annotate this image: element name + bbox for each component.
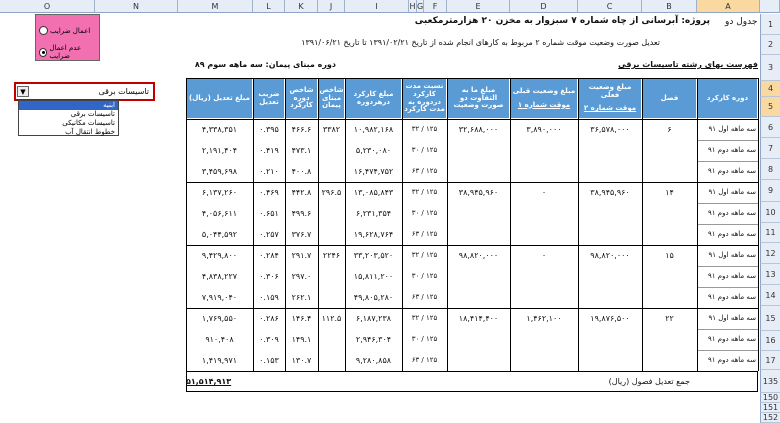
column-border <box>253 78 254 371</box>
column-header-f[interactable]: F <box>424 0 447 13</box>
cell-coef: ۰.۲۵۷ <box>259 230 279 239</box>
cell-work: ۹,۲۸۰,۸۵۸ <box>355 356 392 365</box>
row-header-17[interactable]: 17 <box>760 351 780 370</box>
row-separator <box>697 203 758 204</box>
column-border <box>285 78 286 371</box>
cell-ratio: ۶۳ / ۱۲۵ <box>411 167 438 175</box>
column-border <box>578 78 579 371</box>
header-coef <box>253 78 285 119</box>
cell-ratio: ۳۲ / ۱۲۵ <box>411 125 438 133</box>
header-text: مبلغ تعدیل (ریال) <box>189 93 250 102</box>
cell-work: ۱۳,۰۸۵,۸۴۳ <box>353 188 394 197</box>
column-border <box>447 78 448 371</box>
cell-work: ۶,۱۸۷,۲۳۸ <box>355 314 392 323</box>
column-header-b[interactable]: B <box>642 0 697 13</box>
cell-adj: ۵,۰۴۴,۵۹۲ <box>201 230 238 239</box>
cell-ratio: ۶۳ / ۱۲۵ <box>411 356 438 364</box>
header-prev <box>510 78 578 119</box>
column-header-m[interactable]: M <box>178 0 253 13</box>
cell-period-index: ۲۶۲.۱ <box>291 293 312 302</box>
row-header-8[interactable]: 8 <box>760 159 780 180</box>
table-top-border <box>186 78 758 79</box>
header-base-index <box>318 78 345 119</box>
row-header-2[interactable]: 2 <box>760 35 780 55</box>
row-header-5[interactable]: 5 <box>760 97 780 117</box>
column-border <box>697 78 698 371</box>
cell-period-index: ۳۷۶.۷ <box>291 230 312 239</box>
cell-period: سه ماهه دوم ۹۱ <box>708 335 756 343</box>
cell-ratio: ۳۲ / ۱۲۵ <box>411 314 438 322</box>
cell-work: ۳۳,۲۰۳,۵۲۰ <box>353 251 394 260</box>
cell-coef: ۰.۲۱۰ <box>259 167 279 176</box>
header-text: شاخص دوره کارکرد <box>289 85 314 110</box>
cell-coef: ۰.۴۱۹ <box>259 146 279 155</box>
radio-button-selected[interactable] <box>39 48 47 57</box>
cell-work: ۱۹,۶۲۸,۷۶۴ <box>353 230 394 239</box>
column-header-k[interactable]: K <box>285 0 318 13</box>
cell-work: ۱۰,۹۸۲,۱۶۸ <box>353 125 394 134</box>
column-border <box>318 78 319 371</box>
cell-period-index: ۲۹۷.۰ <box>291 272 312 281</box>
cell-period: سه ماهه اول ۹۱ <box>708 125 756 133</box>
column-header-i[interactable]: I <box>345 0 409 13</box>
column-header-n[interactable]: N <box>95 0 178 13</box>
cell-ratio: ۳۰ / ۱۲۵ <box>411 146 438 154</box>
cell-adj: ۲,۱۹۱,۴۰۴ <box>201 146 238 155</box>
cell-chapter: ۶ <box>667 125 672 134</box>
column-border <box>642 78 643 371</box>
cell-chapter: ۱۴ <box>665 188 674 197</box>
cell-prev: ۳,۸۹۰,۰۰۰ <box>526 125 562 134</box>
cell-adj: ۹,۴۲۹,۸۰۰ <box>201 251 238 260</box>
base-period: دوره مبنای پیمان: سه ماهه سوم ۸۹ <box>194 60 336 69</box>
column-header-a[interactable]: A <box>697 0 760 13</box>
cell-current: ۳۶,۵۷۸,۰۰۰ <box>590 125 630 134</box>
cell-period-index: ۴۰۰.۸ <box>291 167 312 176</box>
cell-prev: ۰ <box>541 188 547 197</box>
radio-button[interactable] <box>39 26 48 35</box>
cell-prev: ۱,۴۶۲,۱۰۰ <box>526 314 562 323</box>
row-separator <box>697 329 758 330</box>
cell-ratio: ۳۰ / ۱۲۵ <box>411 335 438 343</box>
row-header-11[interactable]: 11 <box>760 223 780 243</box>
cell-ratio: ۳۲ / ۱۲۵ <box>411 251 438 259</box>
cell-diff: ۱۸,۴۱۴,۴۰۰ <box>458 314 499 323</box>
cell-period-index: ۴۹۹.۶ <box>291 209 312 218</box>
page-subtitle: تعدیل صورت وضعیت موقت شماره ۲ مربوط به کارهای انجام شده از تاریخ ۱۳۹۱/۰۲/۲۱ تا تاریخ ۱۳۹۱/۰۶/۲۱ <box>301 38 660 47</box>
cell-diff: ۳۲,۶۸۸,۰۰۰ <box>458 125 499 134</box>
cell-adj: ۴,۳۳۸,۳۵۱ <box>201 125 238 134</box>
cell-period-index: ۱۴۹.۱ <box>291 335 312 344</box>
header-period-index <box>285 78 318 119</box>
header-text: دوره کارکرد <box>706 93 749 102</box>
header-text: مبلغ ما به التفاوت دو صورت وضعیت <box>453 85 504 110</box>
cell-current: ۱۹,۸۷۶,۵۰۰ <box>590 314 630 323</box>
page-title: پروژه: آبرسانی از چاه شماره ۷ سبزوار به مخزن ۲۰ هزارمترمکعبی <box>414 16 710 26</box>
cell-coef: ۰.۲۸۴ <box>259 251 279 260</box>
cell-period: سه ماهه اول ۹۱ <box>708 188 756 196</box>
column-header-c[interactable]: C <box>578 0 642 13</box>
cell-period: سه ماهه اول ۹۱ <box>708 314 756 322</box>
cell-coef: ۰.۳۰۶ <box>259 272 279 281</box>
row-header-151[interactable]: 151 <box>760 403 780 413</box>
radio-no-coef[interactable]: عدم اعمال ضرایب <box>39 44 99 60</box>
group-border <box>186 245 758 246</box>
coefficient-option-box <box>35 14 100 61</box>
select-all-corner[interactable] <box>760 0 780 13</box>
dropdown-option[interactable]: خطوط انتقال آب <box>65 128 115 136</box>
row-header-152[interactable]: 152 <box>760 413 780 423</box>
cell-work: ۱۶,۴۷۴,۷۵۲ <box>353 167 394 176</box>
row-header-1[interactable]: 1 <box>760 14 780 35</box>
dropdown-value: تاسیسات برقی <box>98 87 149 96</box>
row-separator <box>697 161 758 162</box>
row-separator <box>697 224 758 225</box>
row-header-15[interactable]: 15 <box>760 306 780 331</box>
column-header-h[interactable]: H <box>409 2 416 11</box>
radio-apply-coef[interactable]: اعمال ضرایب <box>39 26 90 35</box>
cell-base-index: ۳۳۸۲ <box>322 125 341 134</box>
cell-coef: ۰.۲۸۶ <box>259 314 279 323</box>
column-header-e[interactable]: E <box>447 0 510 13</box>
column-border <box>402 78 403 371</box>
cell-base-index: ۲۹۶.۵ <box>321 188 342 197</box>
row-header-16[interactable]: 16 <box>760 331 780 351</box>
cell-chapter: ۲۲ <box>665 314 674 323</box>
row-separator <box>697 287 758 288</box>
cell-work: ۴۹,۸۰۵,۲۸۰ <box>353 293 394 302</box>
cell-coef: ۰.۶۵۱ <box>259 209 279 218</box>
cell-adj: ۴,۰۵۶,۶۱۱ <box>201 209 238 218</box>
cell-work: ۲,۹۴۶,۳۰۴ <box>355 335 392 344</box>
row-header-9[interactable]: 9 <box>760 180 780 202</box>
cell-period-index: ۲۹۱.۷ <box>291 251 312 260</box>
cell-period: سه ماهه دوم ۹۱ <box>708 209 756 217</box>
column-header-j[interactable]: J <box>318 0 345 13</box>
column-header-g[interactable]: G <box>417 2 424 11</box>
cell-ratio: ۳۲ / ۱۲۵ <box>411 188 438 196</box>
cell-adj: ۶,۱۳۷,۲۶۰ <box>201 188 238 197</box>
dropdown-option[interactable]: تاسیسات برقی <box>70 110 115 118</box>
cell-ratio: ۶۳ / ۱۲۵ <box>411 293 438 301</box>
header-chapter <box>642 78 697 119</box>
cell-period: سه ماهه اول ۹۱ <box>708 251 756 259</box>
row-header-14[interactable]: 14 <box>760 285 780 306</box>
cell-chapter: ۱۵ <box>665 251 674 260</box>
cell-adj: ۴,۸۳۸,۲۲۷ <box>201 272 238 281</box>
cell-adj: ۷,۹۱۹,۰۴۰ <box>201 293 238 302</box>
header-diff <box>447 78 510 119</box>
cell-period-index: ۴۶۶.۶ <box>291 125 312 134</box>
header-text: مبلغ وضعیت فعلی <box>588 82 632 99</box>
header-ratio <box>402 78 447 119</box>
cell-current: ۳۸,۹۴۵,۹۶۰ <box>590 188 630 197</box>
cell-coef: ۰.۱۵۹ <box>259 293 279 302</box>
header-border <box>186 119 758 120</box>
cell-current: ۹۸,۸۲۰,۰۰۰ <box>590 251 630 260</box>
header-text: شاخص مبنای پیمان <box>319 85 344 110</box>
row-header-3[interactable]: 3 <box>760 55 780 81</box>
row-header-150[interactable]: 150 <box>760 393 780 403</box>
cell-coef: ۰.۱۵۳ <box>259 356 279 365</box>
dropdown-option[interactable]: ابنیه <box>19 101 118 110</box>
cell-coef: ۰.۴۶۹ <box>259 188 279 197</box>
cell-adj: ۱,۴۱۹,۹۷۱ <box>201 356 238 365</box>
row-header-7[interactable]: 7 <box>760 138 780 159</box>
cell-period: سه ماهه دوم ۹۱ <box>708 167 756 175</box>
row-header-4[interactable]: 4 <box>760 81 780 97</box>
dropdown-arrow-button[interactable]: ▼ <box>17 86 29 97</box>
header-text: ضریب تعدیل <box>258 89 280 106</box>
cell-work: ۶,۲۳۱,۳۵۴ <box>355 209 392 218</box>
header-text: فصل <box>660 93 679 102</box>
cell-ratio: ۶۳ / ۱۲۵ <box>411 230 438 238</box>
dropdown-list <box>18 100 119 136</box>
cell-ratio: ۳۰ / ۱۲۵ <box>411 209 438 217</box>
total-value: ۵۱,۵۱۴,۹۱۳ <box>186 377 232 386</box>
cell-adj: ۹۱۰,۴۰۸ <box>205 335 234 344</box>
cell-period-index: ۴۷۳.۱ <box>291 146 312 155</box>
column-border <box>345 78 346 371</box>
row-header-135[interactable]: 135 <box>760 370 780 393</box>
row-separator <box>697 266 758 267</box>
header-current <box>578 78 642 119</box>
column-header-l[interactable]: L <box>253 0 285 13</box>
total-label: جمع تعدیل فصول (ریال) <box>608 377 690 386</box>
row-separator <box>697 140 758 141</box>
cell-base-index: ۱۱۲.۵ <box>321 314 342 323</box>
header-subtext: موقت شماره ۱ <box>517 100 571 109</box>
header-work <box>345 78 402 119</box>
cell-coef: ۰.۳۹۵ <box>259 125 279 134</box>
cell-work: ۵,۲۳۰,۰۸۰ <box>355 146 392 155</box>
row-header-10[interactable]: 10 <box>760 202 780 223</box>
cell-adj: ۳,۴۵۹,۶۹۸ <box>201 167 238 176</box>
cell-period-index: ۱۳۰.۷ <box>291 356 312 365</box>
cell-ratio: ۳۰ / ۱۲۵ <box>411 272 438 280</box>
column-header-o[interactable]: O <box>0 0 95 13</box>
list-title: فهرست بهای رشته تاسیسات برقی <box>618 60 758 69</box>
table-label: جدول دو <box>725 17 758 27</box>
header-period <box>697 78 758 119</box>
header-text: نسبت مدت کارکرد دردوره به مدت کارکرد <box>404 82 445 114</box>
cell-period: سه ماهه دوم ۹۱ <box>708 356 756 364</box>
row-header-12[interactable]: 12 <box>760 243 780 264</box>
cell-period-index: ۴۴۲.۸ <box>291 188 312 197</box>
row-header-6[interactable]: 6 <box>760 117 780 138</box>
cell-diff: ۳۸,۹۴۵,۹۶۰ <box>458 188 499 197</box>
cell-work: ۱۵,۸۱۱,۲۰۰ <box>353 272 394 281</box>
header-adj <box>186 78 253 119</box>
group-border <box>186 182 758 183</box>
group-border <box>186 308 758 309</box>
cell-coef: ۰.۳۰۹ <box>259 335 279 344</box>
cell-prev: ۰ <box>541 251 547 260</box>
column-border <box>186 78 187 371</box>
header-text: مبلغ کارکرد درهردوره <box>353 89 394 106</box>
cell-period: سه ماهه دوم ۹۱ <box>708 272 756 280</box>
column-border <box>510 78 511 371</box>
cell-diff: ۹۸,۸۲۰,۰۰۰ <box>458 251 499 260</box>
discipline-dropdown[interactable] <box>14 82 155 101</box>
row-header-13[interactable]: 13 <box>760 264 780 285</box>
cell-period: سه ماهه دوم ۹۱ <box>708 230 756 238</box>
cell-adj: ۱,۷۶۹,۵۵۰ <box>201 314 238 323</box>
dropdown-option[interactable]: تاسیسات مکانیکی <box>62 119 115 127</box>
row-separator <box>697 350 758 351</box>
cell-period: سه ماهه دوم ۹۱ <box>708 146 756 154</box>
header-text: مبلغ وضعیت قبلی <box>512 86 576 95</box>
cell-base-index: ۲۲۴۶ <box>322 251 341 260</box>
column-border <box>758 78 759 371</box>
cell-period-index: ۱۴۶.۴ <box>291 314 312 323</box>
column-header-d[interactable]: D <box>510 0 578 13</box>
cell-period: سه ماهه دوم ۹۱ <box>708 293 756 301</box>
header-subtext: موقت شماره ۲ <box>583 104 637 113</box>
